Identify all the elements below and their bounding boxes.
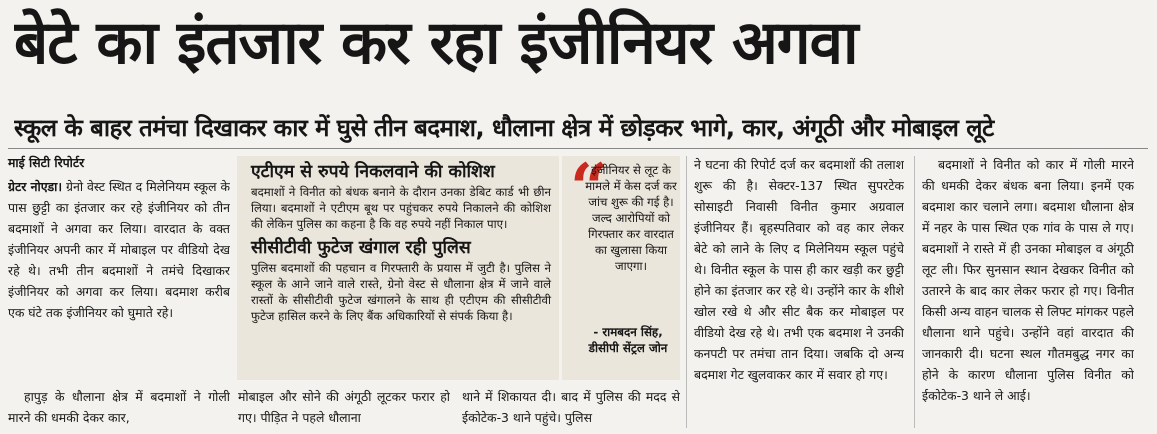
subheadline: स्कूल के बाहर तमंचा दिखाकर कार में घुसे तीन बदमाश, धौलाना क्षेत्र में छोड़कर भागे, कार, अंगूठी और मोबाइल लूटे bbox=[14, 114, 994, 142]
quote-mark-icon: “ bbox=[570, 149, 608, 227]
info-box bbox=[237, 156, 559, 380]
headline: बेटे का इंतजार कर रहा इंजीनियर अगवा bbox=[14, 8, 858, 78]
article-column-1 bbox=[8, 176, 230, 386]
dateline: ग्रेटर नोएडा। bbox=[8, 179, 63, 194]
column-divider bbox=[686, 156, 687, 428]
box-heading-atm: एटीएम से रुपये निकलवाने की कोशिश bbox=[251, 162, 495, 182]
box-text-cctv: पुलिस बदमाशों की पहचान व गिरफ्तारी के प्रयास में जुटी है। पुलिस ने स्कूल के आने जाने वाले रास्ते, ग्रेनो वेस्ट से धौलाना क्षेत्र में जाने वाले रास्तों के सीसीटीवी फुटेज खंगालने के साथ ही एटीएम की सीसीटीवी फुटेज हासिल करने के लिए बैंक अधिकारियों से संपर्क किया है। bbox=[251, 261, 551, 323]
byline: माई सिटी रिपोर्टर bbox=[8, 155, 85, 170]
article-column-2: मोबाइल और सोने की अंगूठी लूटकर फरार हो गए। पीड़ित ने पहले धौलाना bbox=[238, 389, 450, 425]
box-heading-cctv: सीसीटीवी फुटेज खंगाल रही पुलिस bbox=[251, 238, 471, 258]
quote-text: इंजीनियर से लूट के मामले में केस दर्ज कर जांच शुरू की गई है। जल्द आरोपियों को गिरफ्तार कर वारदात का खुलासा किया जाएगा। bbox=[585, 163, 677, 273]
article-text: ग्रेनो वेस्ट स्थित द मिलेनियम स्कूल के पास छुट्टी का इंतजार कर रहे इंजीनियर को तीन बदमाशों ने अगवा कर लिया। वारदात के वक्त इंजीनियर अपनी कार में मोबाइल पर वीडियो देख रहे थे। तभी तीन बदमाशों ने तमंचे दिखाकर इंजीनियर को अगवा कर लिया। बदमाश करीब एक घंटे तक इंजीनियर को घुमाते रहे। bbox=[8, 179, 230, 320]
article-column-3: थाने में शिकायत दी। बाद में पुलिस की मदद से ईकोटेक-3 थाने पहुंचे। पुलिस bbox=[462, 389, 680, 425]
column-divider bbox=[914, 156, 915, 428]
article-column-4: ने घटना की रिपोर्ट दर्ज कर बदमाशों की तलाश शुरू की है। सेक्टर-137 स्थित सुपरटेक सोसाइटी निवासी विनीत कुमार अग्रवाल इंजीनियर हैं। बृहस्पतिवार को वह कार लेकर बेटे को लाने के लिए द मिलेनियम स्कूल पहुंचे थे। विनीत स्कूल के पास ही कार खड़ी कर छुट्टी होने का इंतजार कर रहे थे। उन्होंने कार के शीशे खोल रखे थे और सीट बैक कर मोबाइल पर वीडियो देख रहे थे। तभी एक बदमाश ने उनकी कनपटी पर तमंचा तान दिया। जबकि दो अन्य बदमाश गेट खुलवाकर कार में सवार हो गए। bbox=[694, 157, 904, 382]
article-column-5: बदमाशों ने विनीत को कार में गोली मारने की धमकी देकर बंधक बना लिया। इनमें एक बदमाश कार चलाने लगा। बदमाश धौलाना क्षेत्र में नहर के पास स्थित एक गांव के पास ले गए। बदमाशों ने रास्ते में ही उनका मोबाइल व अंगूठी लूट ली। फिर सुनसान स्थान देखकर विनीत को उतारने के बाद कार लेकर फरार हो गए। विनीत किसी अन्य वाहन चालक से लिफ्ट मांगकर पहले धौलाना थाने पहुंचे। उन्होंने वहां वारदात की जानकारी दी। घटना स्थल गौतमबुद्ध नगर का होने के कारण धौलाना पुलिस विनीत को ईकोटेक-3 थाने ले आई। bbox=[922, 157, 1134, 403]
article-column-1-continued: हापुड़ के धौलाना क्षेत्र में बदमाशों ने गोली मारने की धमकी देकर कार, bbox=[8, 389, 230, 425]
quote-attribution: - रामबदन सिंह, डीसीपी सेंट्रल जोन bbox=[588, 325, 668, 355]
box-text-atm: बदमाशों ने विनीत को बंधक बनाने के दौरान उनका डेबिट कार्ड भी छीन लिया। बदमाशों ने एटीएम बूथ पर पहुंचकर रुपये निकालने की कोशिश की लेकिन पुलिस का कहना है कि वह रुपये नहीं निकाल पाए। bbox=[251, 185, 551, 231]
